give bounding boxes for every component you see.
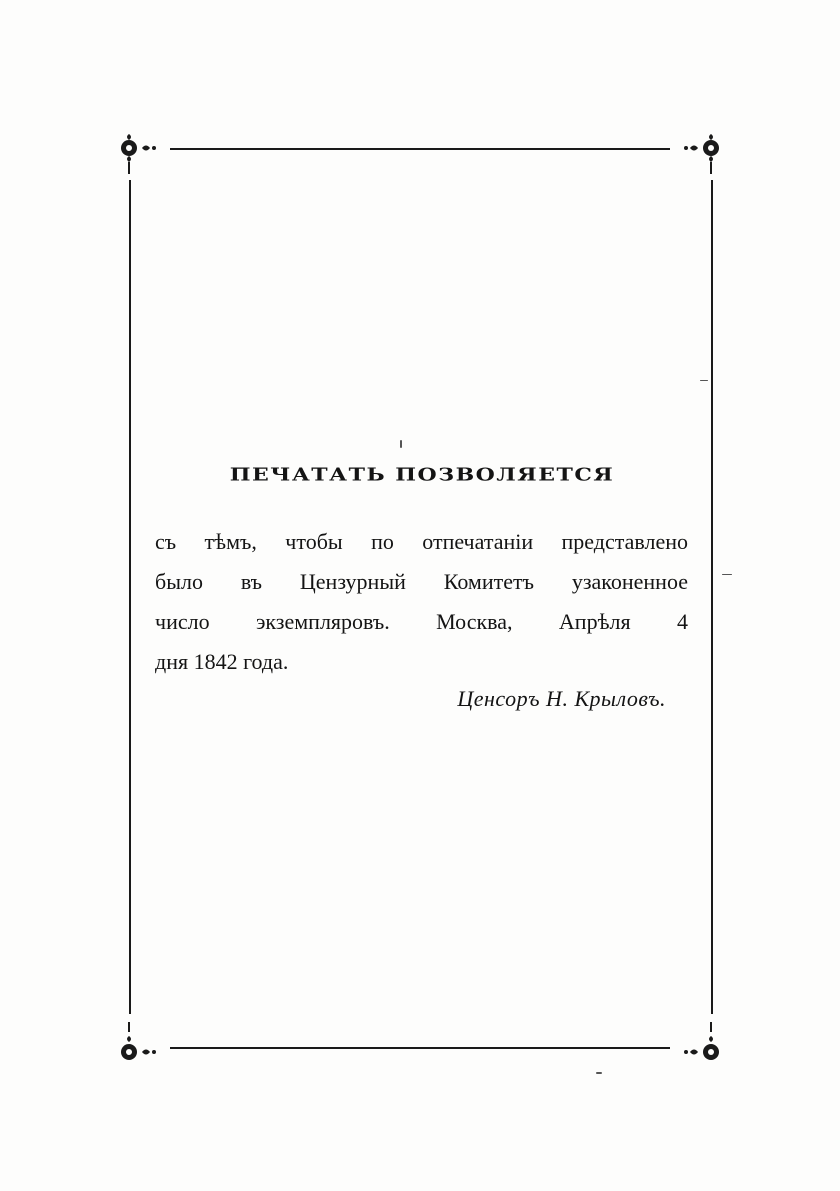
frame-left-rule (129, 180, 131, 1014)
statement-line: число экземпляровъ. Москва, Апрѣля 4 (155, 609, 688, 634)
page-heading: ПЕЧАТАТЬ ПОЗВОЛЯЕТСЯ (229, 464, 615, 486)
ink-speck (596, 1072, 602, 1074)
fleuron-corner-icon (678, 1022, 728, 1072)
frame-right-rule (711, 180, 713, 1014)
ink-speck (400, 440, 402, 448)
censorship-statement (155, 522, 688, 682)
censor-signature: Ценсоръ Н. Крыловъ. (457, 686, 666, 711)
statement-line: съ тѣмъ, чтобы по отпечатаніи представлено (155, 529, 688, 554)
frame-bottom-rule (170, 1047, 670, 1049)
frame-top-rule (170, 148, 670, 150)
statement-line: было въ Цензурный Комитетъ узаконенное (155, 569, 688, 594)
ink-speck (700, 380, 708, 381)
fleuron-corner-icon (678, 126, 728, 176)
fleuron-corner-icon (112, 126, 162, 176)
fleuron-corner-icon (112, 1022, 162, 1072)
ink-speck (722, 574, 732, 575)
statement-line: дня 1842 года. (155, 649, 289, 674)
